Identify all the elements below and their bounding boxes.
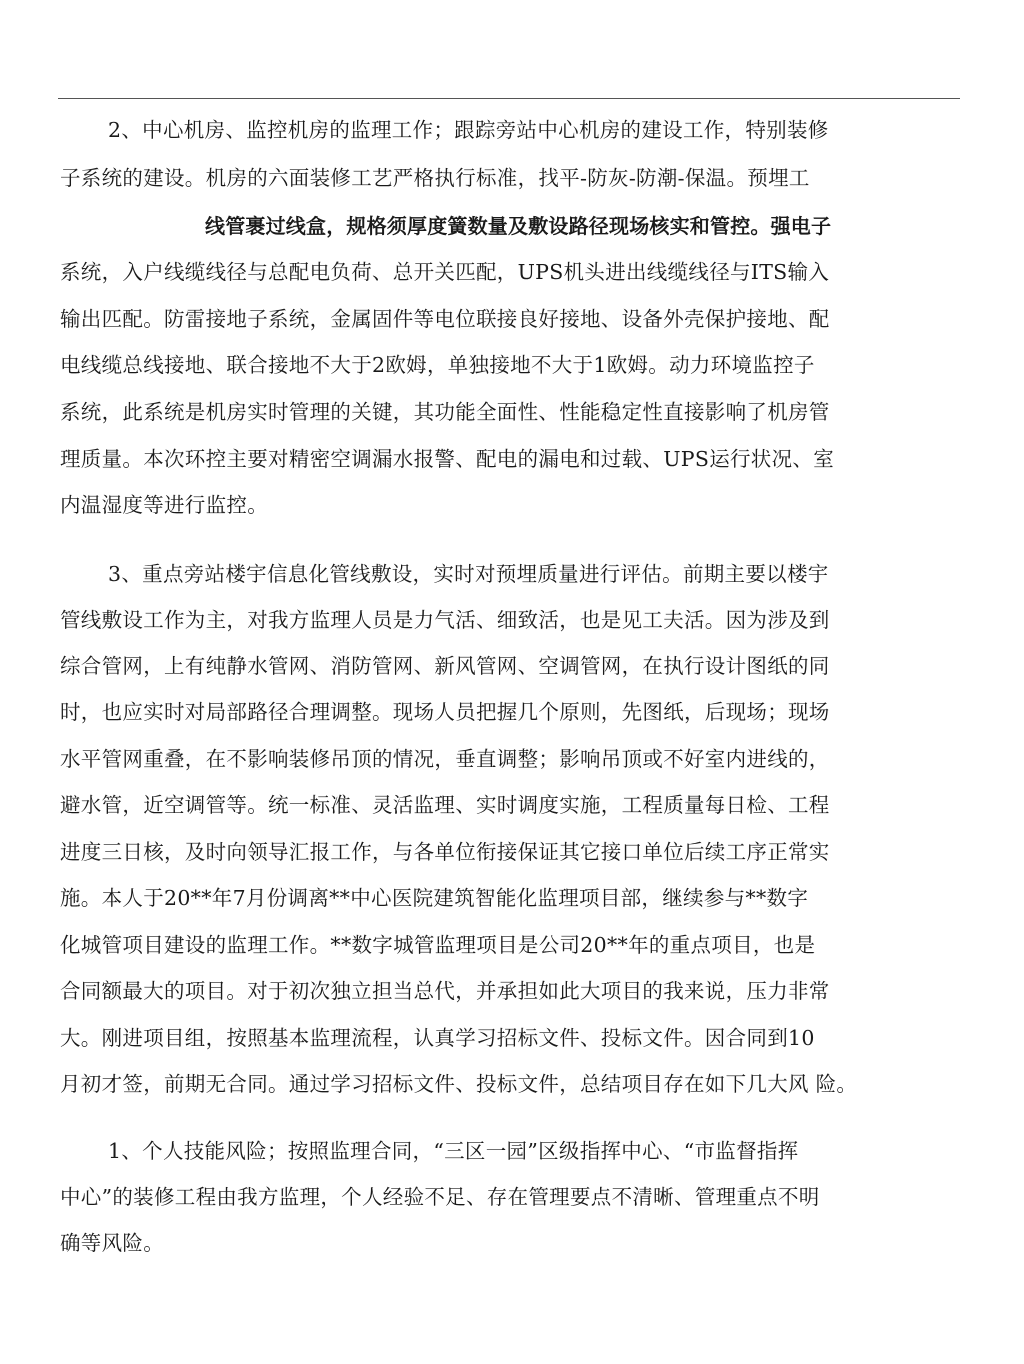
paragraph-line: 施。本人于20**年7月份调离**中心医院建筑智能化监理项目部，继续参与**数字: [60, 886, 809, 910]
paragraph-line-bold: 线管裹过线盒，规格须厚度簧数量及敷设路径现场核实和管控。强电子: [205, 214, 832, 238]
paragraph-line: 确等风险。: [60, 1231, 164, 1255]
paragraph-line: 时，也应实时对局部路径合理调整。现场人员把握几个原则，先图纸，后现场；现场: [60, 700, 830, 724]
paragraph-line: 进度三日核，及时向领导汇报工作，与各单位衔接保证其它接口单位后续工序正常实: [60, 840, 830, 864]
paragraph-line: 子系统的建设。机房的六面装修工艺严格执行标准，找平-防灰-防潮-保温。预埋工: [60, 166, 810, 190]
paragraph-line: 合同额最大的项目。对于初次独立担当总代，并承担如此大项目的我来说，压力非常: [60, 979, 830, 1003]
paragraph-line: 3、重点旁站楼宇信息化管线敷设，实时对预埋质量进行评估。前期主要以楼宇: [108, 562, 829, 586]
paragraph-line: 内温湿度等进行监控。: [60, 493, 268, 517]
paragraph-line: 电线缆总线接地、联合接地不大于2欧姆，单独接地不大于1欧姆。动力环境监控子: [60, 353, 815, 377]
paragraph-line: 化城管项目建设的监理工作。**数字城管监理项目是公司20**年的重点项目，也是: [60, 933, 816, 957]
paragraph-line: 系统，入户线缆线径与总配电负荷、总开关匹配，UPS机头进出线缆线径与ITS输入: [60, 260, 830, 284]
paragraph-line: 管线敷设工作为主，对我方监理人员是力气活、细致活，也是见工夫活。因为涉及到: [60, 608, 830, 632]
paragraph-line: 水平管网重叠，在不影响装修吊顶的情况，垂直调整；影响吊顶或不好室内进线的，: [60, 747, 830, 771]
paragraph-line: 理质量。本次环控主要对精密空调漏水报警、配电的漏电和过载、UPS运行状况、室: [60, 447, 835, 471]
paragraph-line: 2、中心机房、监控机房的监理工作；跟踪旁站中心机房的建设工作，特别装修: [108, 118, 829, 142]
paragraph-line: 系统，此系统是机房实时管理的关键，其功能全面性、性能稳定性直接影响了机房管: [60, 400, 830, 424]
header-divider: [58, 98, 960, 99]
paragraph-line: 中心”的装修工程由我方监理，个人经验不足、存在管理要点不清晰、管理重点不明: [60, 1185, 820, 1209]
paragraph-line: 大。刚进项目组，按照基本监理流程，认真学习招标文件、投标文件。因合同到10: [60, 1026, 815, 1050]
paragraph-line: 1、个人技能风险；按照监理合同，“三区一园”区级指挥中心、“市监督指挥: [108, 1139, 799, 1163]
paragraph-line: 月初才签，前期无合同。通过学习招标文件、投标文件，总结项目存在如下几大风 险。: [60, 1072, 858, 1096]
paragraph-line: 输出匹配。防雷接地子系统，金属固件等电位联接良好接地、设备外壳保护接地、配: [60, 307, 830, 331]
paragraph-line: 综合管网，上有纯静水管网、消防管网、新风管网、空调管网，在执行设计图纸的同: [60, 654, 830, 678]
paragraph-line: 避水管，近空调管等。统一标准、灵活监理、实时调度实施，工程质量每日检、工程: [60, 793, 830, 817]
